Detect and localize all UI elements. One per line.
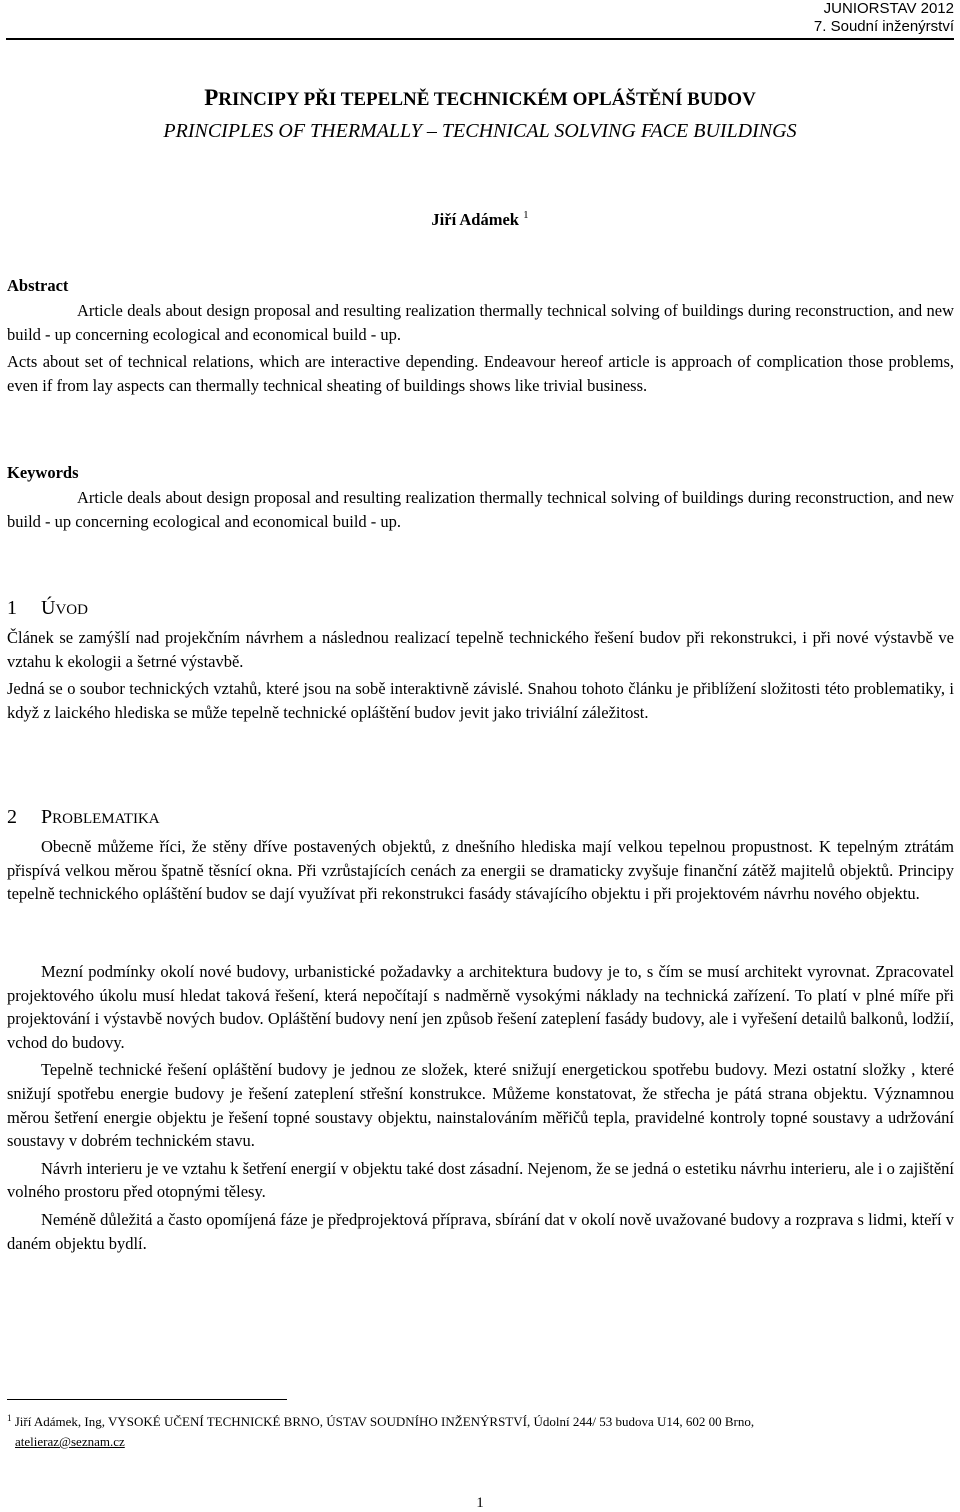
abstract-paragraph-2: Acts about set of technical relations, which are interactive depending. Endeavour hereof article is approach of complication those problems, even if from lay aspects can thermally technical sheating of buildings shows like trivial business. (7, 352, 954, 395)
section-2-heading (7, 805, 954, 831)
section-2-title-rest: ROBLEMATIKA (52, 811, 160, 827)
section-1-title-initial: Ú (41, 597, 56, 619)
keywords-heading: Keywords (7, 463, 79, 482)
section-2-paragraph-2: Mezní podmínky okolí nové budovy, urbanistické požadavky a architektura budovy je to, s čím se musí architekt vyrovnat. Zpracovatel projektového úkolu musí hledat taková řešení, která nepočítají s nadměrně vysokými náklady na technická zařízení. To platí v plné míře při projektování i výstavbě nových budov. Opláštění budovy není jen způsob řešení zateplení fasády budovy, ale i vyřešení detailů balkonů, lodžií, vchod do budovy. (7, 962, 954, 1052)
abstract-heading: Abstract (7, 276, 69, 295)
section-1-title-rest: VOD (55, 602, 88, 618)
section-name: 7. Soudní inženýrství (813, 18, 954, 35)
footnote (7, 1408, 954, 1452)
section-1-body (7, 626, 954, 724)
section-2-paragraph-3: Tepelně technické řešení opláštění budovy je jednou ze složek, které snižují energetickou spotřebu budovy. Mezi ostatní složky , které snižují spotřebu energie budovy je řešení zateplení střešní konstrukce. Můžeme konstatovat, že střecha je pátá strana objektu. Významnou měrou šetření energie objektu je řešení topné soustavy objektu, nainstalováním měřičů tepla, pravidelné kontroly topné soustavy a udržování soustavy v dobrém technickém stavu. (7, 1060, 954, 1151)
section-2-number: 2 (7, 806, 17, 828)
section-1-paragraph-1: Článek se zamýšlí nad projekčním návrhem a následnou realizací tepelně technického řešení budov při rekonstrukci, i při nové výstavbě ve vztahu k ekologii a šetrné výstavbě. (7, 628, 954, 671)
title-initial: P (204, 85, 219, 110)
keywords-paragraph: Article deals about design proposal and resulting realization thermally technical solving of buildings during reconstruction, and new build - up concerning ecological and economical build - up. (7, 488, 954, 531)
section-1-number: 1 (7, 597, 17, 619)
page-number: 1 (476, 1495, 484, 1511)
author-footnote-mark: 1 (523, 209, 529, 221)
footnote-mark: 1 (7, 1413, 12, 1423)
header-rule (6, 38, 954, 40)
section-1-paragraph-2: Jedná se o soubor technických vztahů, které jsou na sobě interaktivně závislé. Snahou tohoto článku je přiblížení složitosti této problematiky, i když z laického hlediska se může tepelně technické opláštění budov jevit jako triviální záležitost. (7, 679, 954, 722)
section-1-heading (7, 596, 954, 622)
section-2-title-initial: P (41, 806, 53, 828)
footnote-text: Jiří Adámek, Ing, VYSOKÉ UČENÍ TECHNICKÉ BRNO, ÚSTAV SOUDNÍHO INŽENÝRSTVÍ, Údolní 244/ 53 budova U14, 602 00 Brno, (14, 1414, 755, 1429)
conference-name: JUNIORSTAV 2012 (823, 0, 954, 17)
abstract-paragraph-1: Article deals about design proposal and resulting realization thermally technical solving of buildings during reconstruction, and new build - up concerning ecological and economical build - up. (7, 301, 954, 344)
author-name: Jiří Adámek (431, 210, 519, 229)
paper-subtitle: PRINCIPLES OF THERMALLY – TECHNICAL SOLVING FACE BUILDINGS (163, 120, 797, 142)
footnote-rule (7, 1399, 287, 1400)
section-2-body (7, 835, 954, 906)
title-rest: RINCIPY PŘI TEPELNĚ TECHNICKÉM OPLÁŠTĚNÍ BUDOV (218, 89, 756, 110)
author-email-link[interactable]: atelieraz@seznam.cz (15, 1434, 125, 1449)
section-2-body-continued (7, 960, 954, 1255)
section-2-paragraph-1: Obecně můžeme říci, že stěny dříve postavených objektů, z dnešního hlediska mají velkou tepelnou propustnost. K tepelným ztrátám přispívá velkou měrou špatně těsnící okna. Při vzrůstajících cenách za energii se dramaticky zvyšuje finanční zátěž majitelů objektů. Principy tepelně technického opláštění budov se dají využívat při rekonstrukci fasády stávajícího objektu i při projektovém návrhu nového objektu. (7, 837, 954, 904)
abstract-section (7, 274, 954, 397)
section-2-paragraph-5: Neméně důležitá a často opomíjená fáze je předprojektová příprava, sbírání dat v okolí nově uvažované budovy a rozprava s lidmi, kteří v daném objektu bydlí. (7, 1209, 954, 1253)
running-header (814, 0, 954, 36)
keywords-section (7, 461, 954, 533)
author-line (0, 205, 960, 230)
section-2-paragraph-4: Návrh interieru je ve vztahu k šetření energií v objektu také dost zásadní. Nejenom, že se jedná o estetiku návrhu interieru, ale i o zajištění volného prostoru před otopnými tělesy. (7, 1158, 954, 1202)
paper-title (0, 86, 960, 112)
